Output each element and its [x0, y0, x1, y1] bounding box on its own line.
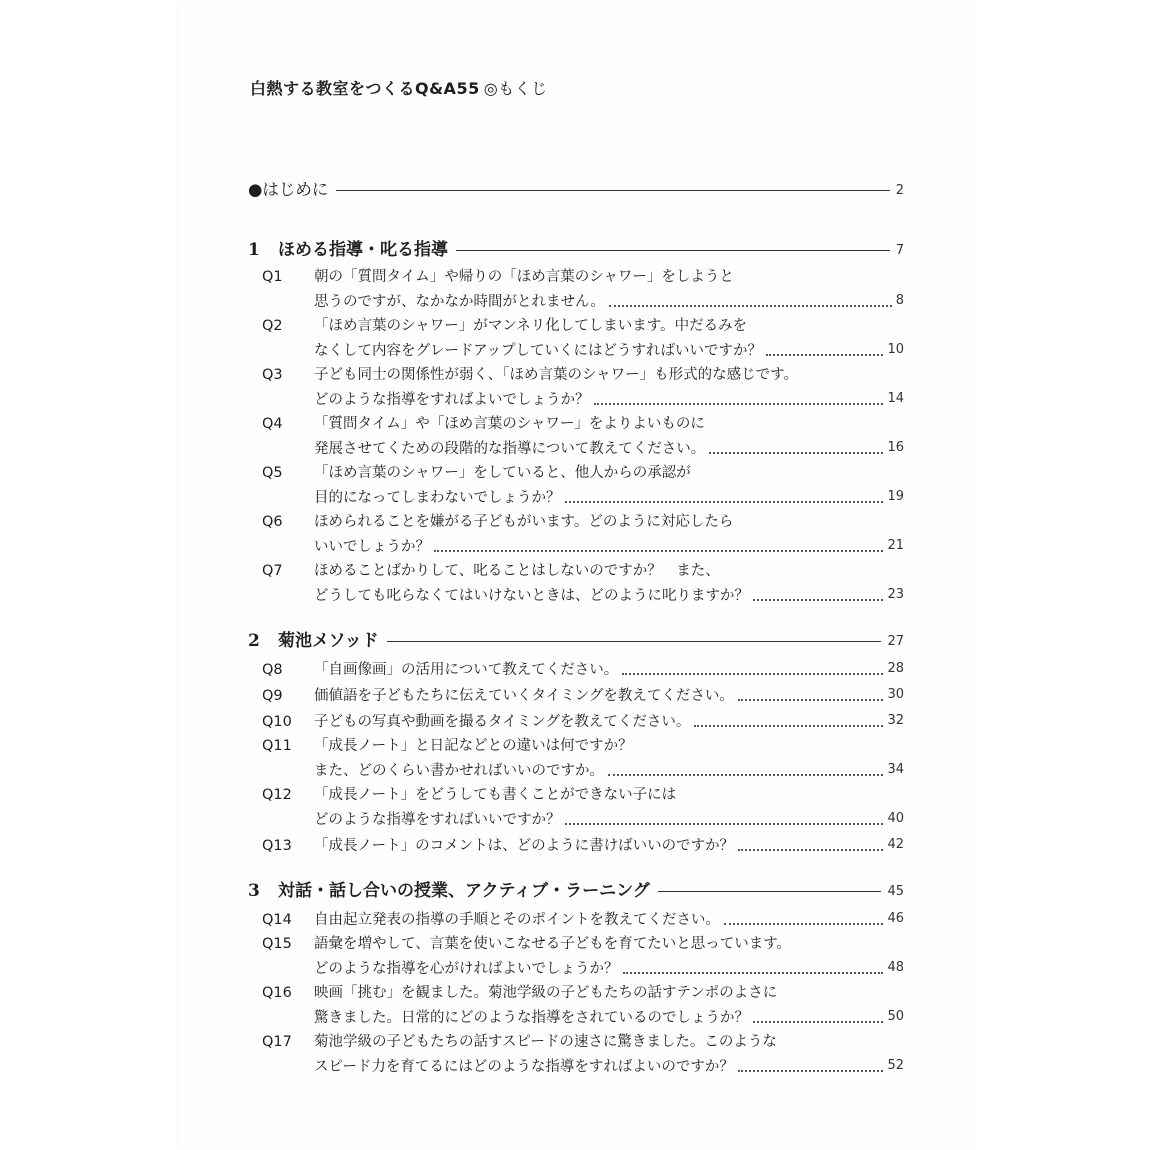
question-number: Q2	[262, 318, 283, 334]
chapter-title: 対話・話し合いの授業、アクティブ・ラーニング	[278, 881, 650, 901]
question-line-2: 目的になってしまわないでしょうか？	[314, 490, 561, 506]
question-line-2: また、どのくらい書かせればいいのですか。	[314, 763, 604, 779]
leader-rule	[387, 641, 882, 642]
question-line-2: 子どもの写真や動画を撮るタイミングを教えてください。	[314, 714, 691, 730]
chapter-title: 菊池メソッド	[278, 631, 379, 651]
question-entry[interactable]	[248, 560, 904, 608]
question-line-2: どうしても叱らなくてはいけないときは、どのように叱りますか？	[314, 588, 749, 604]
dot-leader	[753, 1021, 883, 1023]
chapter-heading[interactable]	[248, 230, 904, 260]
page-number: 50	[887, 1009, 904, 1024]
question-entry[interactable]	[248, 266, 904, 314]
question-line-1: 「成長ノート」と日記などとの違いは何ですか？	[314, 738, 633, 754]
question-line-1: 朝の「質問タイム」や帰りの「ほめ言葉のシャワー」をしようと	[314, 269, 734, 285]
chapter-number: 2	[248, 631, 260, 651]
question-line-2: いいでしょうか？	[314, 539, 430, 555]
dot-leader	[609, 305, 892, 307]
page-number: 34	[887, 762, 904, 777]
leader-rule	[336, 190, 889, 191]
question-line-2: スピード力を育てるにはどのような指導をすればよいのですか？	[314, 1059, 734, 1075]
question-line-2: 「自画像画」の活用について教えてください。	[314, 662, 619, 678]
table-of-contents	[248, 170, 904, 1092]
question-line-2: 「成長ノート」のコメントは、どのように書けばいいのですか？	[314, 838, 735, 854]
dot-leader	[565, 823, 884, 825]
chapter-number: 3	[248, 881, 260, 901]
leader-rule	[658, 891, 882, 892]
page-number: 14	[887, 391, 904, 406]
page-number: 23	[887, 587, 904, 602]
question-number: Q1	[262, 269, 283, 285]
page-number: 10	[887, 342, 904, 357]
question-number: Q8	[262, 662, 283, 678]
question-entry[interactable]	[248, 364, 904, 412]
question-number: Q15	[262, 936, 292, 952]
page-number: 48	[887, 960, 904, 975]
question-number: Q10	[262, 714, 292, 730]
question-line-2: 発展させてくための段階的な指導について教えてください。	[314, 441, 706, 457]
dot-leader	[622, 673, 883, 675]
question-entry[interactable]	[248, 784, 904, 832]
dot-leader	[766, 354, 883, 356]
question-entry[interactable]	[248, 657, 904, 682]
question-number: Q4	[262, 416, 283, 432]
section-gap	[248, 609, 904, 621]
page-number: 27	[887, 634, 904, 649]
question-line-2: 価値語を子どもたちに伝えていくタイミングを教えてください。	[314, 688, 734, 704]
header-subtitle: ◎もくじ	[483, 79, 548, 98]
section-gap	[248, 859, 904, 871]
section-gap	[248, 1080, 904, 1092]
intro-label: ●はじめに	[248, 180, 329, 199]
page-header	[250, 76, 548, 99]
question-entry[interactable]	[248, 315, 904, 363]
question-line-1: 「成長ノート」をどうしても書くことができない子には	[314, 787, 677, 803]
page-number: 46	[887, 911, 904, 926]
question-line-1: 「ほめ言葉のシャワー」がマンネリ化してしまいます。中だるみを	[314, 318, 748, 334]
question-entry[interactable]	[248, 735, 904, 783]
page-number: 28	[887, 661, 904, 676]
page-number: 8	[895, 293, 904, 308]
question-line-2: 自由起立発表の指導の手順とそのポイントを教えてください。	[314, 912, 720, 928]
dot-leader	[753, 599, 883, 601]
question-entry[interactable]	[248, 709, 904, 734]
dot-leader	[738, 1070, 884, 1072]
question-line-1: ほめることばかりして、叱ることはしないのですか？ また、	[314, 563, 720, 579]
question-line-1: 菊池学級の子どもたちの話すスピードの速さに驚きました。このような	[314, 1034, 777, 1050]
leader-rule	[456, 250, 890, 251]
question-line-2: どのような指導を心がければよいでしょうか？	[314, 961, 619, 977]
question-line-1: 語彙を増やして、言葉を使いこなせる子どもを育てたいと思っています。	[314, 936, 792, 952]
question-line-2: どのような指導をすればよいでしょうか？	[314, 392, 590, 408]
chapter-title: ほめる指導・叱る指導	[278, 240, 448, 260]
chapter-heading[interactable]	[248, 871, 904, 901]
page-number: 32	[887, 713, 904, 728]
question-entry[interactable]	[248, 683, 904, 708]
question-number: Q14	[262, 912, 292, 928]
page-number: 2	[895, 183, 904, 198]
question-line-1: 「質問タイム」や「ほめ言葉のシャワー」をよりよいものに	[314, 416, 705, 432]
question-number: Q5	[262, 465, 283, 481]
question-number: Q16	[262, 985, 292, 1001]
dot-leader	[694, 725, 883, 727]
question-line-2: どのような指導をすればいいですか？	[314, 812, 561, 828]
question-number: Q3	[262, 367, 283, 383]
question-entry[interactable]	[248, 833, 904, 858]
page-number: 7	[895, 243, 904, 258]
question-number: Q11	[262, 738, 292, 754]
page-number: 30	[887, 687, 904, 702]
question-entry[interactable]	[248, 933, 904, 981]
question-line-1: 子ども同士の関係性が弱く、「ほめ言葉のシャワー」も形式的な感じです。	[314, 367, 799, 383]
page-number: 42	[887, 837, 904, 852]
dot-leader	[738, 699, 884, 701]
question-number: Q9	[262, 688, 283, 704]
question-line-1: 「ほめ言葉のシャワー」をしていると、他人からの承認が	[314, 465, 691, 481]
question-entry[interactable]	[248, 462, 904, 510]
dot-leader	[709, 452, 883, 454]
dot-leader	[724, 923, 883, 925]
question-entry[interactable]	[248, 1031, 904, 1079]
question-line-1: 映画「挑む」を観ました。菊池学級の子どもたちの話すテンポのよさに	[314, 985, 778, 1001]
question-number: Q12	[262, 787, 292, 803]
chapter-number: 1	[248, 240, 260, 260]
question-line-2: 驚きました。日常的にどのような指導をされているのでしょうか？	[314, 1010, 749, 1026]
book-title: 白熱する教室をつくるQ&A55	[250, 79, 480, 98]
dot-leader	[434, 550, 883, 552]
question-entry[interactable]	[248, 511, 904, 559]
toc-intro-entry[interactable]	[248, 170, 904, 200]
question-number: Q13	[262, 838, 292, 854]
dot-leader	[565, 501, 884, 503]
question-entry[interactable]	[248, 982, 904, 1030]
page-number: 16	[887, 440, 904, 455]
question-line-2: 思うのですが、なかなか時間がとれません。	[314, 294, 605, 310]
question-number: Q6	[262, 514, 283, 530]
question-line-2: なくして内容をグレードアップしていくにはどうすればいいですか？	[314, 343, 763, 359]
question-number: Q7	[262, 563, 283, 579]
page-number: 52	[887, 1058, 904, 1073]
page-number: 21	[887, 538, 904, 553]
question-number: Q17	[262, 1034, 292, 1050]
page-number: 45	[887, 884, 904, 899]
question-line-1: ほめられることを嫌がる子どもがいます。どのように対応したら	[314, 514, 734, 530]
dot-leader	[623, 972, 884, 974]
dot-leader	[594, 403, 884, 405]
page-number: 19	[887, 489, 904, 504]
question-entry[interactable]	[248, 907, 904, 932]
chapter-heading[interactable]	[248, 621, 904, 651]
page-number: 40	[887, 811, 904, 826]
dot-leader	[738, 849, 883, 851]
question-entry[interactable]	[248, 413, 904, 461]
dot-leader	[608, 774, 883, 776]
